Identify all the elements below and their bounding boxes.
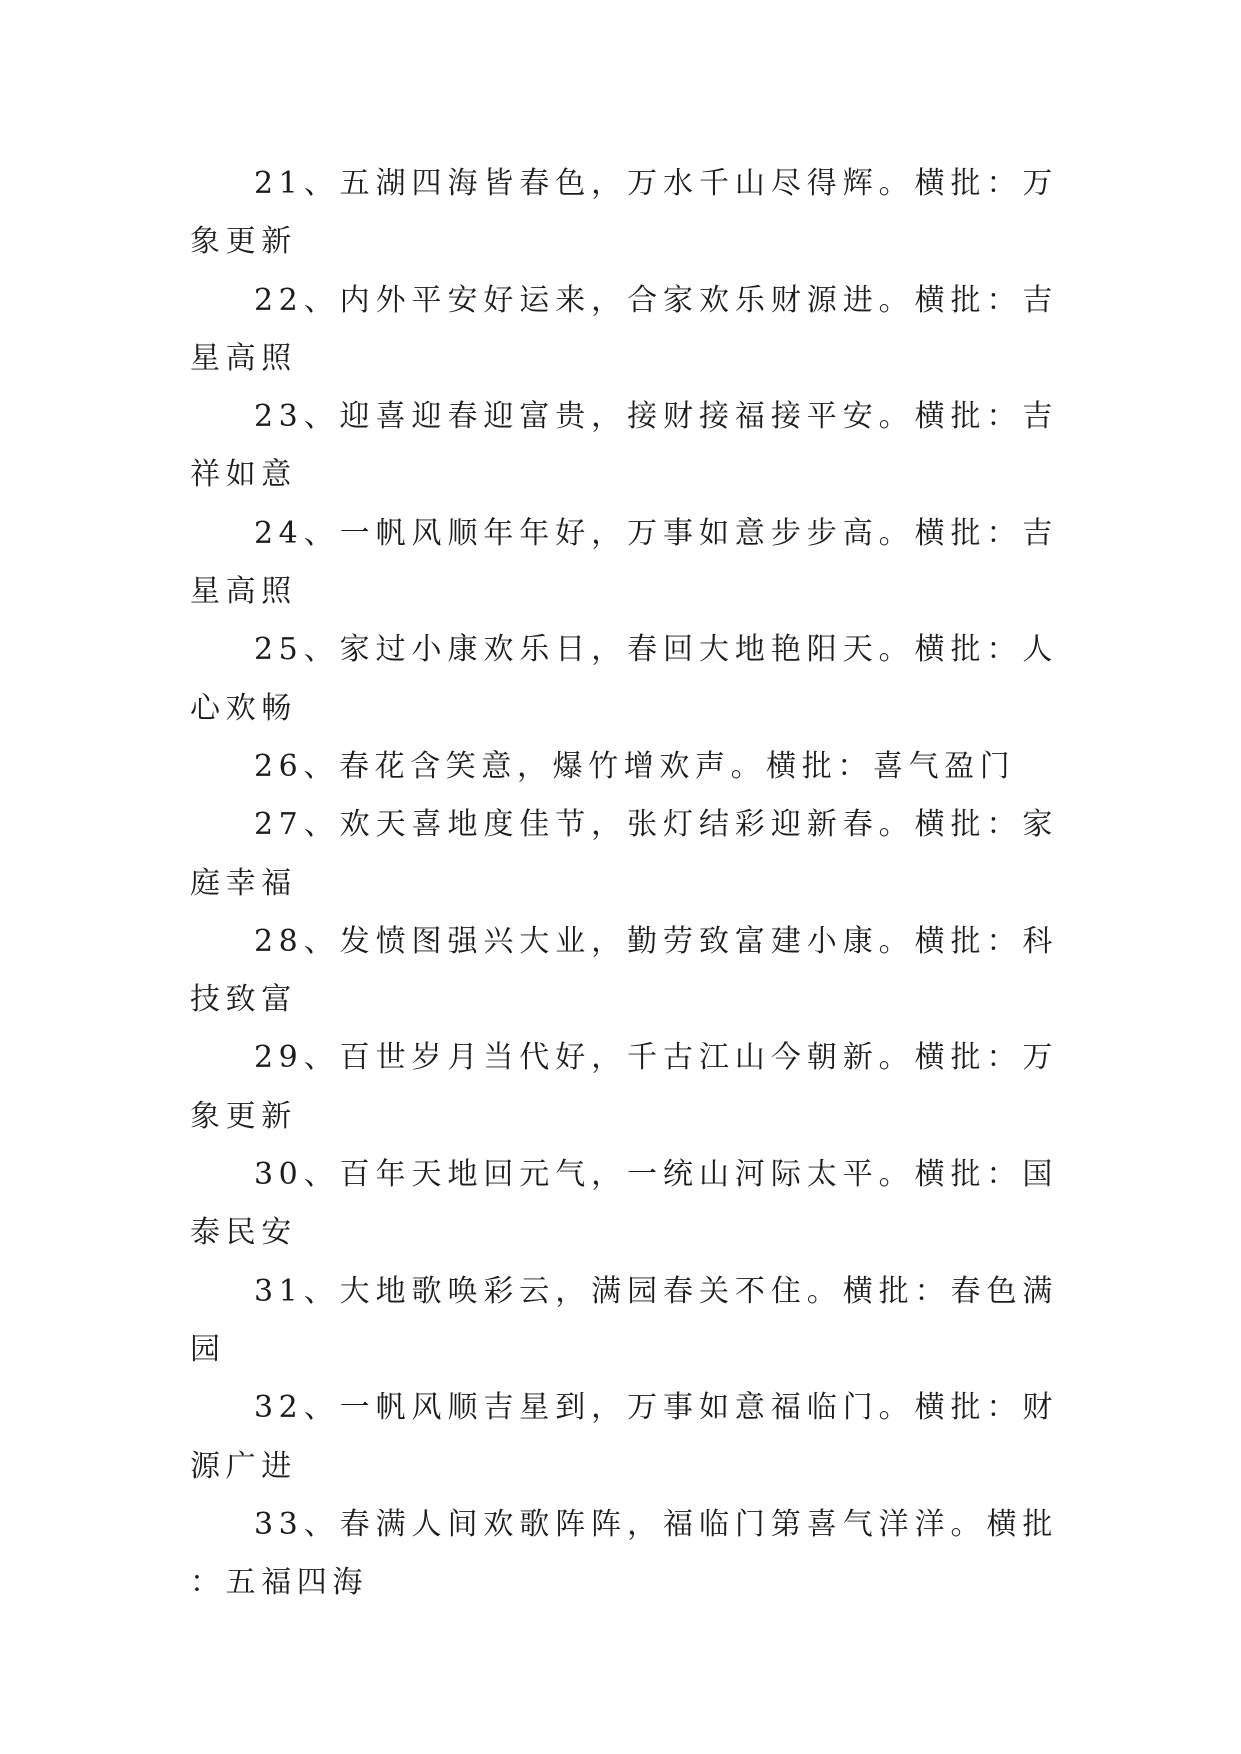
couplet-paragraph-23: 23、迎喜迎春迎富贵，接财接福接平安。横批：吉祥如意 bbox=[190, 399, 1058, 493]
couplet-paragraph-24: 24、一帆风顺年年好，万事如意步步高。横批：吉星高照 bbox=[190, 515, 1058, 610]
couplet-paragraph-27: 27、欢天喜地度佳节，张灯结彩迎新春。横批：家庭幸福 bbox=[190, 807, 1058, 901]
couplet-paragraph-32: 32、一帆风顺吉星到，万事如意福临门。横批：财源广进 bbox=[190, 1390, 1058, 1484]
couplet-paragraph-33: 33、春满人间欢歌阵阵，福临门第喜气洋洋。横批：五福四海 bbox=[190, 1506, 1058, 1601]
couplet-paragraph-26: 26、春花含笑意，爆竹增欢声。横批：喜气盈门 bbox=[254, 748, 1016, 784]
couplet-paragraph-29: 29、百世岁月当代好，千古江山今朝新。横批：万象更新 bbox=[190, 1040, 1058, 1134]
couplet-paragraph-21: 21、五湖四海皆春色，万水千山尽得辉。横批：万象更新 bbox=[190, 166, 1058, 260]
couplet-paragraph-30: 30、百年天地回元气，一统山河际太平。横批：国泰民安 bbox=[190, 1157, 1058, 1251]
couplet-paragraph-28: 28、发愤图强兴大业，勤劳致富建小康。横批：科技致富 bbox=[190, 923, 1058, 1018]
couplet-paragraph-31: 31、大地歌唤彩云，满园春关不住。横批：春色满园 bbox=[190, 1273, 1058, 1367]
couplet-paragraph-22: 22、内外平安好运来，合家欢乐财源进。横批：吉星高照 bbox=[190, 282, 1058, 376]
document-body bbox=[190, 155, 1058, 1612]
couplet-paragraph-25: 25、家过小康欢乐日，春回大地艳阳天。横批：人心欢畅 bbox=[190, 632, 1058, 726]
